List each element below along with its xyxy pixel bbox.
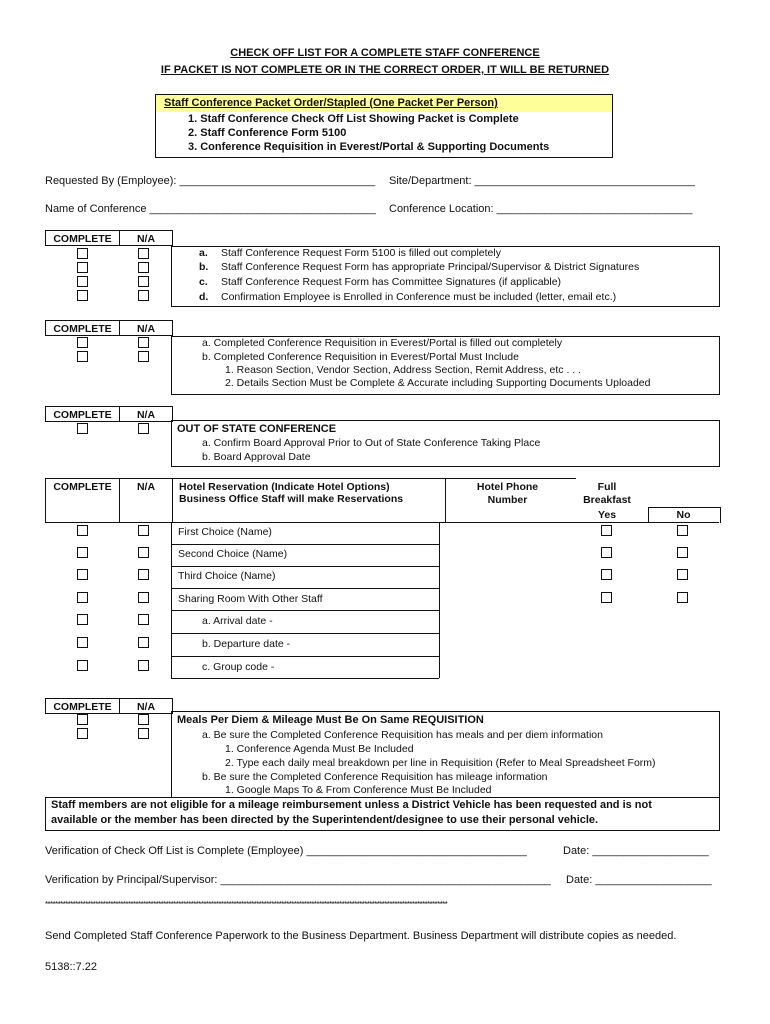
- checkbox-na-hotel-2[interactable]: [138, 547, 149, 558]
- hotel-heading-1: Hotel Reservation (Indicate Hotel Options): [179, 481, 390, 493]
- checkbox-na-1c[interactable]: [138, 276, 149, 287]
- checkbox-complete-3[interactable]: [77, 423, 88, 434]
- checkbox-na-departure[interactable]: [138, 637, 149, 648]
- complete-header: COMPLETE: [46, 699, 120, 714]
- item-2a-text: a. Completed Conference Requisition in Everest/Portal is filled out completely: [202, 337, 563, 349]
- employee-verification-field[interactable]: Verification of Check Off List is Complete (Employee) ____________________________________: [45, 845, 527, 857]
- na-header: N/A: [120, 321, 173, 336]
- meals-heading: Meals Per Diem & Mileage Must Be On Same REQUISITION: [177, 714, 484, 726]
- complete-header: COMPLETE: [46, 407, 120, 422]
- checkbox-complete-1c[interactable]: [77, 276, 88, 287]
- checkbox-complete-hotel-1[interactable]: [77, 525, 88, 536]
- hotel-group-code: c. Group code -: [202, 661, 275, 673]
- breakfast-heading-1: Full: [597, 481, 617, 493]
- item-1a-letter: a.: [199, 247, 208, 259]
- checkbox-breakfast-no-3[interactable]: [677, 569, 688, 580]
- checkbox-complete-2b[interactable]: [77, 351, 88, 362]
- checkbox-complete-1a[interactable]: [77, 248, 88, 259]
- item-1b-letter: b.: [199, 261, 209, 273]
- hotel-third-choice: Third Choice (Name): [178, 570, 276, 582]
- checkbox-breakfast-no-4[interactable]: [677, 592, 688, 603]
- na-header: N/A: [120, 699, 173, 714]
- checkbox-complete-sharing[interactable]: [77, 592, 88, 603]
- breakfast-heading-2: Breakfast: [583, 494, 631, 506]
- complete-header: COMPLETE: [46, 479, 120, 523]
- checkbox-complete-departure[interactable]: [77, 637, 88, 648]
- item-1d-text: Confirmation Employee is Enrolled in Conference must be included (letter, email etc.): [221, 291, 617, 303]
- checkbox-na-mileage[interactable]: [138, 728, 149, 739]
- conference-location-field[interactable]: Conference Location: ________________________________: [389, 203, 693, 215]
- item-1a-text: Staff Conference Request Form 5100 is filled out completely: [221, 247, 501, 259]
- hotel-sharing-room: Sharing Room With Other Staff: [178, 593, 323, 605]
- checkbox-na-1d[interactable]: [138, 290, 149, 301]
- packet-order-box: [155, 94, 613, 158]
- checkbox-na-3[interactable]: [138, 423, 149, 434]
- checkbox-complete-group-code[interactable]: [77, 660, 88, 671]
- page-title: CHECK OFF LIST FOR A COMPLETE STAFF CONFERENCE: [230, 47, 540, 59]
- checkbox-na-2a[interactable]: [138, 337, 149, 348]
- hotel-departure-date: b. Departure date -: [202, 638, 291, 650]
- separator-stars: ****************************************************************************************************************************************************************: [45, 900, 448, 909]
- checkbox-breakfast-yes-4[interactable]: [601, 592, 612, 603]
- principal-date-field[interactable]: Date: ___________________: [566, 874, 712, 886]
- breakfast-yes-heading: Yes: [597, 509, 617, 521]
- checkbox-complete-mileage[interactable]: [77, 728, 88, 739]
- section-requisition: [45, 320, 719, 394]
- checkbox-breakfast-yes-3[interactable]: [601, 569, 612, 580]
- send-instructions: Send Completed Staff Conference Paperwork to the Business Department. Business Department will distribute copies as needed.: [45, 930, 677, 942]
- site-department-field[interactable]: Site/Department: ____________________________________: [389, 175, 695, 187]
- complete-header: COMPLETE: [46, 321, 120, 336]
- checkbox-complete-hotel-2[interactable]: [77, 547, 88, 558]
- checkbox-na-1a[interactable]: [138, 248, 149, 259]
- hotel-phone-heading-2: Number: [487, 494, 528, 506]
- hotel-heading-2: Business Office Staff will make Reservations: [179, 493, 404, 505]
- checkbox-na-hotel-1[interactable]: [138, 525, 149, 536]
- checkbox-na-1b[interactable]: [138, 262, 149, 273]
- out-of-state-heading: OUT OF STATE CONFERENCE: [177, 423, 337, 435]
- section-out-of-state: [45, 406, 719, 466]
- item-3a-text: a. Confirm Board Approval Prior to Out of State Conference Taking Place: [202, 437, 541, 449]
- checkbox-na-2b[interactable]: [138, 351, 149, 362]
- packet-item-2: 2. Staff Conference Form 5100: [188, 127, 347, 139]
- hotel-second-choice: Second Choice (Name): [178, 548, 288, 560]
- item-1c-letter: c.: [199, 276, 208, 288]
- hotel-phone-heading-1: Hotel Phone: [476, 481, 539, 493]
- item-1b-text: Staff Conference Request Form has appropriate Principal/Supervisor & District Signatures: [221, 261, 640, 273]
- page-subtitle: IF PACKET IS NOT COMPLETE OR IN THE CORRECT ORDER, IT WILL BE RETURNED: [160, 64, 610, 76]
- complete-header: COMPLETE: [46, 231, 120, 246]
- item-2b-text: b. Completed Conference Requisition in Everest/Portal Must Include: [202, 351, 519, 363]
- checkbox-breakfast-no-1[interactable]: [677, 525, 688, 536]
- checkbox-breakfast-no-2[interactable]: [677, 547, 688, 558]
- checkbox-complete-hotel-3[interactable]: [77, 569, 88, 580]
- checkbox-complete-1d[interactable]: [77, 290, 88, 301]
- item-2b1-text: 1. Reason Section, Vendor Section, Address Section, Remit Address, etc . . .: [225, 364, 582, 376]
- section-hotel: [45, 478, 719, 688]
- mileage-notice-2: available or the member has been directed by the Superintendent/designee to use their personal vehicle.: [51, 814, 599, 826]
- item-5b-text: b. Be sure the Completed Conference Requisition has mileage information: [202, 771, 548, 783]
- hotel-first-choice: First Choice (Name): [178, 526, 272, 538]
- checkbox-na-meals[interactable]: [138, 714, 149, 725]
- packet-item-1: 1. Staff Conference Check Off List Showing Packet is Complete: [188, 113, 519, 125]
- checkbox-breakfast-yes-2[interactable]: [601, 547, 612, 558]
- breakfast-no-heading: No: [676, 509, 691, 521]
- checkbox-na-group-code[interactable]: [138, 660, 149, 671]
- checkbox-na-arrival[interactable]: [138, 614, 149, 625]
- packet-heading: Staff Conference Packet Order/Stapled (One Packet Per Person): [156, 95, 612, 112]
- mileage-notice-1: Staff members are not eligible for a mileage reimbursement unless a District Vehicle has been requested and is not: [51, 799, 652, 811]
- item-1d-letter: d.: [199, 291, 209, 303]
- section-meals-mileage: [45, 698, 719, 830]
- principal-verification-field[interactable]: Verification by Principal/Supervisor: ______________________________________________________: [45, 874, 551, 886]
- checkbox-na-sharing[interactable]: [138, 592, 149, 603]
- checkbox-complete-2a[interactable]: [77, 337, 88, 348]
- checkbox-breakfast-yes-1[interactable]: [601, 525, 612, 536]
- checkbox-na-hotel-3[interactable]: [138, 569, 149, 580]
- checkbox-complete-arrival[interactable]: [77, 614, 88, 625]
- conference-name-field[interactable]: Name of Conference _____________________________________: [45, 203, 376, 215]
- item-5a2-text: 2. Type each daily meal breakdown per line in Requisition (Refer to Meal Spreadsheet Form): [225, 757, 656, 769]
- employee-date-field[interactable]: Date: ___________________: [563, 845, 709, 857]
- hotel-arrival-date: a. Arrival date -: [202, 615, 273, 627]
- packet-item-3: 3. Conference Requisition in Everest/Portal & Supporting Documents: [188, 141, 550, 153]
- item-5a-text: a. Be sure the Completed Conference Requisition has meals and per diem information: [202, 729, 603, 741]
- item-3b-text: b. Board Approval Date: [202, 451, 311, 463]
- checkbox-complete-meals[interactable]: [77, 714, 88, 725]
- item-1c-text: Staff Conference Request Form has Committee Signatures (if applicable): [221, 276, 562, 288]
- requested-by-field[interactable]: Requested By (Employee): ________________________________: [45, 175, 376, 187]
- item-5b1-text: 1. Google Maps To & From Conference Must Be Included: [225, 784, 492, 796]
- item-5a1-text: 1. Conference Agenda Must Be Included: [225, 743, 414, 755]
- item-2b2-text: 2. Details Section Must be Complete & Accurate including Supporting Documents Uploaded: [225, 377, 651, 389]
- na-header: N/A: [120, 407, 173, 422]
- checkbox-complete-1b[interactable]: [77, 262, 88, 273]
- form-code: 5138::7.22: [45, 961, 97, 973]
- na-header: N/A: [120, 479, 173, 523]
- section-form-5100: [45, 230, 719, 306]
- na-header: N/A: [120, 231, 173, 246]
